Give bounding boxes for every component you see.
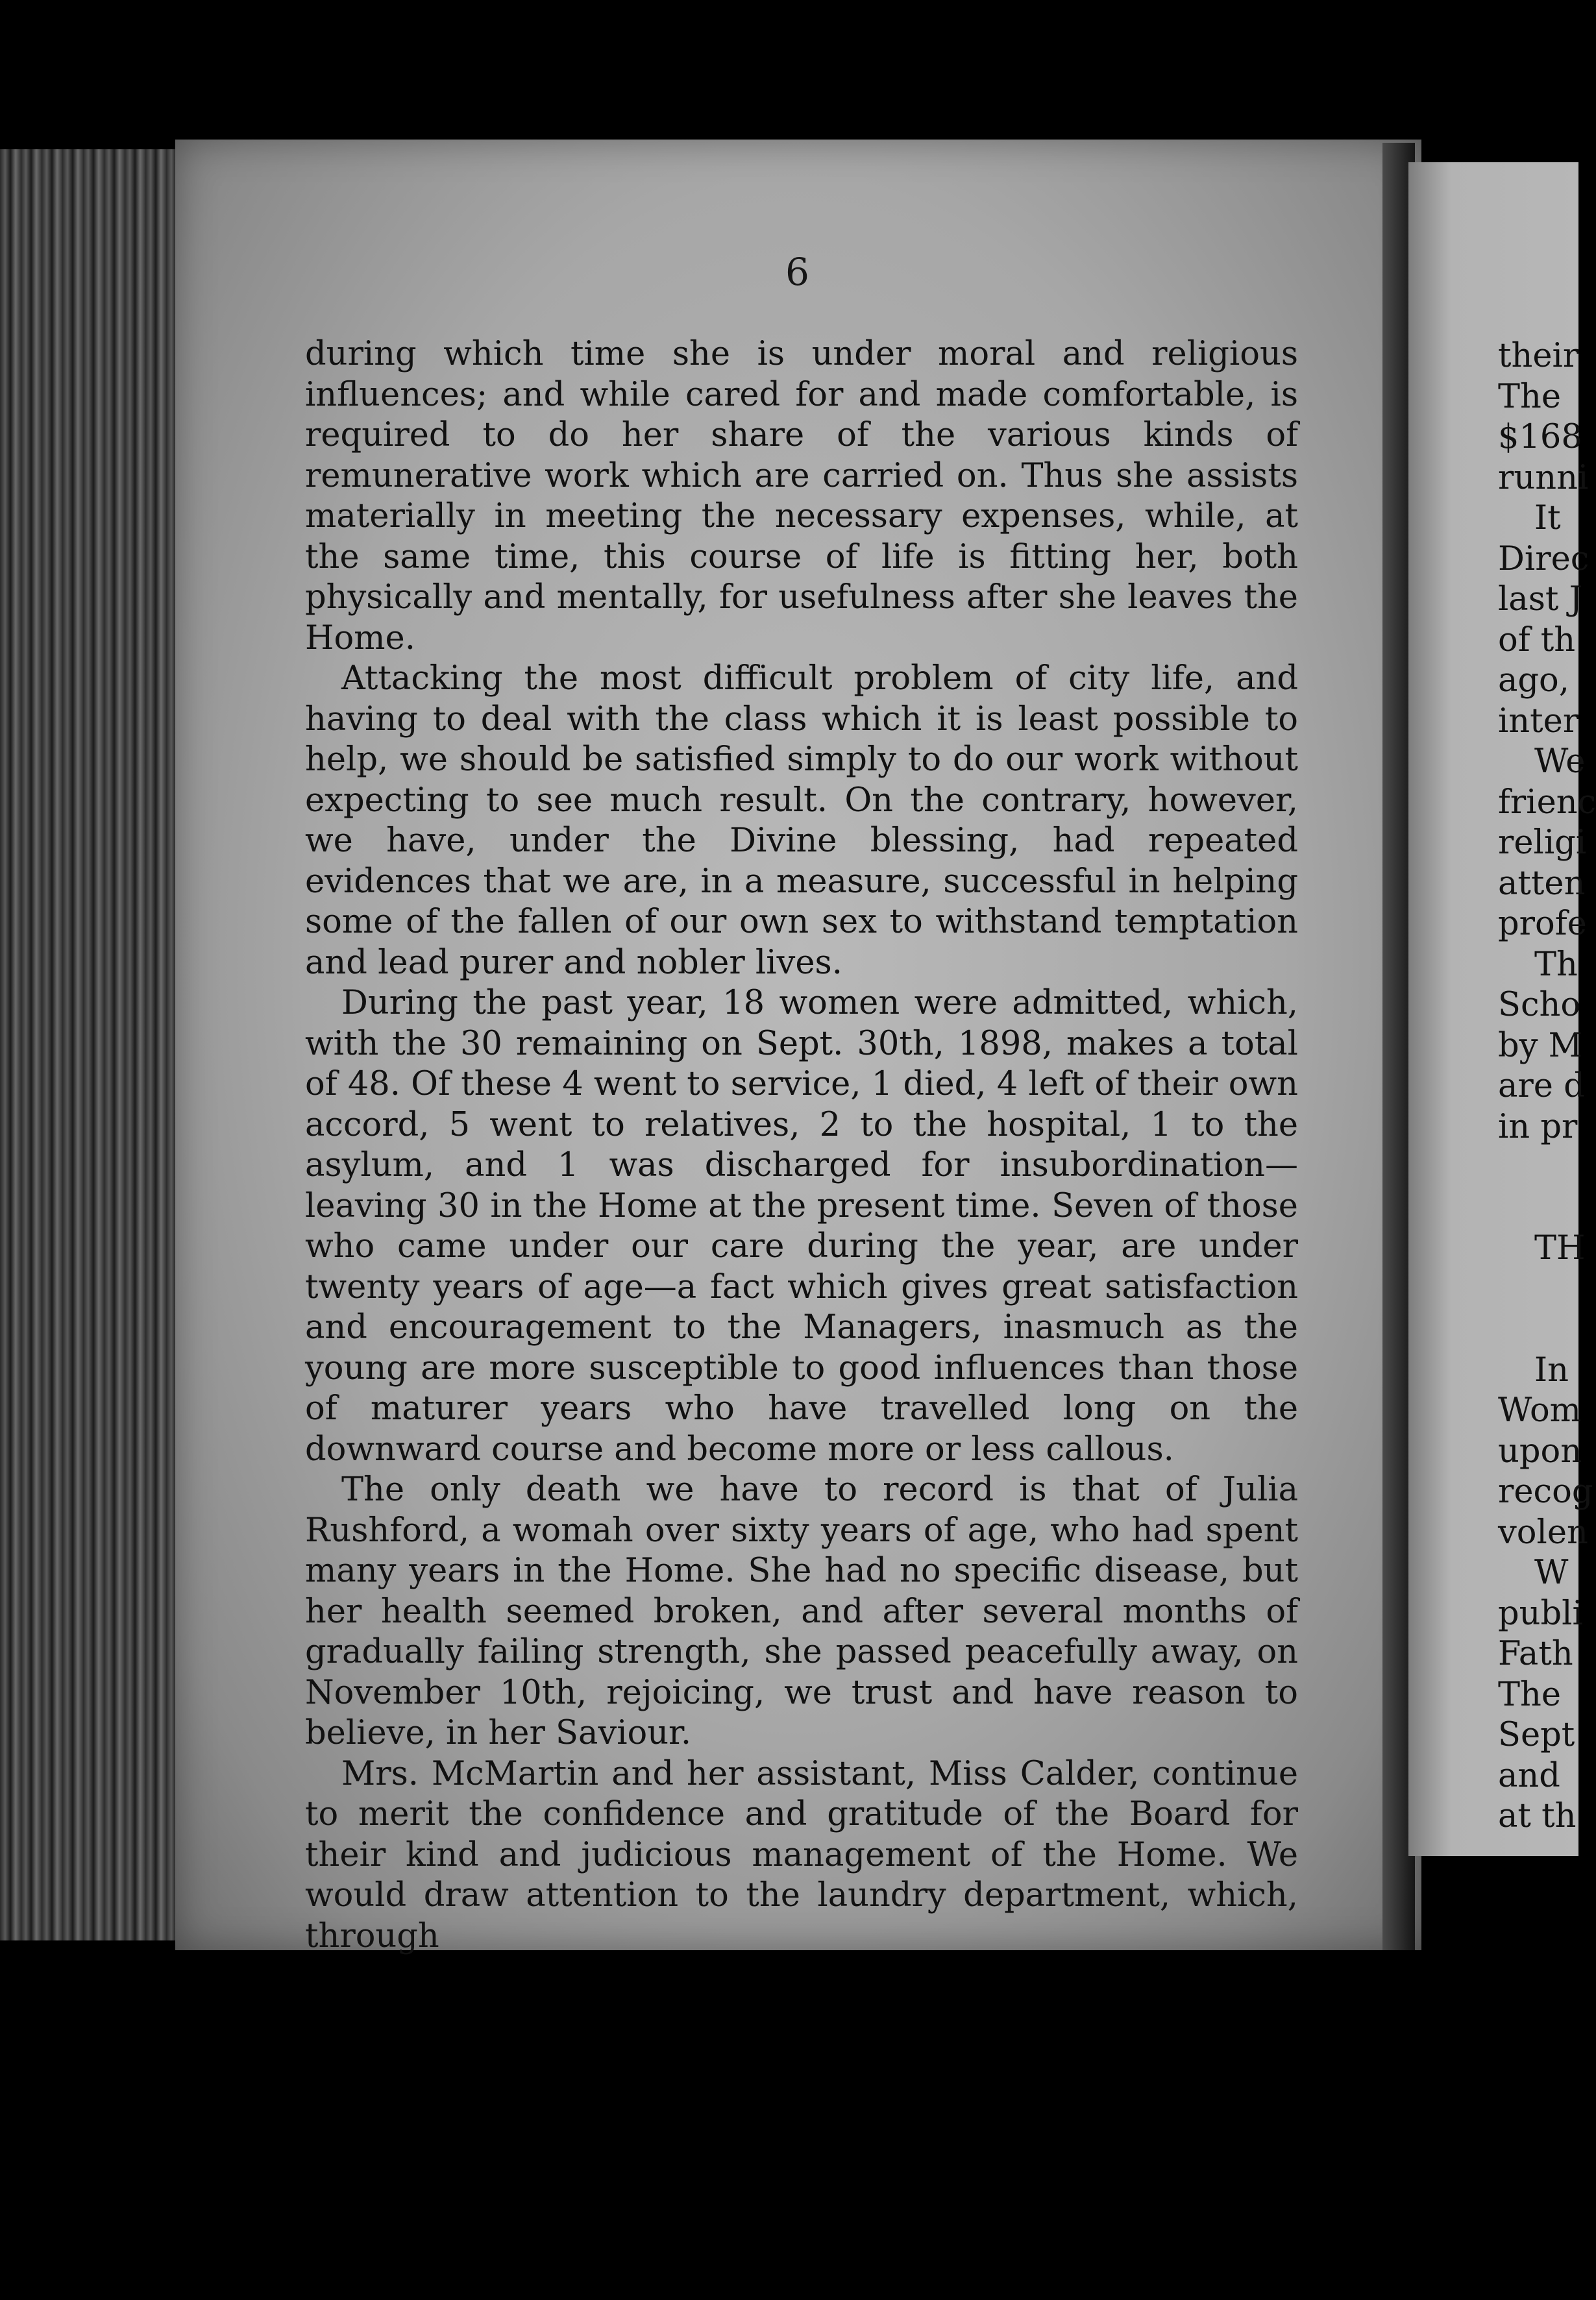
fragment-line: ago, — [1498, 661, 1569, 700]
fragment-line: Fath — [1498, 1635, 1573, 1673]
fragment-line: TH — [1534, 1229, 1586, 1267]
fragment-line — [1498, 1147, 1578, 1188]
fragment-line: recog — [1498, 1473, 1593, 1511]
fragment-line: atten — [1498, 864, 1586, 903]
fragment-line: of th — [1498, 620, 1576, 659]
fragment-line: We — [1534, 742, 1586, 781]
fragment-line: $168 — [1498, 418, 1582, 456]
fragment-line: religi — [1498, 824, 1587, 862]
fragment-line: Sept — [1498, 1716, 1575, 1754]
paragraph-3: During the past year, 18 women were admitted, which, with the 30 remaining on Sept. 30th, 1898, makes a total of 48. Of these 4 went to service, 1 died, 4 left of their own accord, 5 went to relatives, 2 to the hospital, 1 to the asylum, and 1 was discharged for insubordination—leaving 30 in the Home at the present time. Seven of those who came under our care during the year, are under twenty years of age—a fact which gives great satisfaction and encouragement to the Managers, inasmuch as the young are more susceptible to good influences than those of maturer years who have travelled long on the downward course and become more or less callous. — [305, 984, 1298, 1469]
fragment-line: profe — [1498, 905, 1587, 943]
fragment-line: Direc — [1498, 539, 1590, 578]
fragment-line: upon — [1498, 1432, 1582, 1471]
fragment-line: inter — [1498, 702, 1579, 740]
fragment-line — [1498, 1310, 1578, 1351]
fragment-line: The — [1498, 377, 1562, 416]
fragment-line: and — [1498, 1756, 1560, 1795]
fragment-line: runni — [1498, 458, 1589, 497]
fragment-line: W — [1534, 1554, 1569, 1592]
fragment-line: Wom — [1498, 1391, 1582, 1430]
fragment-line: last J — [1498, 580, 1583, 618]
fragment-line: frienc — [1498, 783, 1596, 822]
right-page-fragments — [1498, 336, 1596, 1837]
paragraph-1: during which time she is under moral and religious influences; and while cared for and made comfortable, is required to do her share of the various kinds of remunerative work which are carried on. Thus she assists materially in meeting the necessary expenses, while, at the same time, this course of life is fitting her, both physically and mentally, for usefulness after she leaves the Home. — [305, 335, 1298, 657]
fragment-line: at th — [1498, 1797, 1577, 1835]
fragment-line: Th — [1534, 945, 1578, 984]
paragraph-4: The only death we have to record is that of Julia Rushford, a womah over sixty years of age, who had spent many years in the Home. She had no specific disease, but her health seemed broken, and after several months of gradually failing strength, she passed peacefully away, on November 10th, rejoicing, we trust and have reason to believe, in her Saviour. — [305, 1471, 1298, 1752]
fragment-line: In — [1534, 1351, 1569, 1389]
paragraph-5: Mrs. McMartin and her assistant, Miss Calder, continue to merit the confidence and gratitude of the Board for their kind and judicious management of the Home. We would draw attention to the laundry department, which, through — [305, 1754, 1298, 1955]
fragment-line: publi — [1498, 1594, 1583, 1633]
paragraph-2: Attacking the most difficult problem of city life, and having to deal with the class which it is least possible to help, we should be satisfied simply to do our work without expecting to see much result. On the contrary, however, we have, under the Divine blessing, had repeated evidences that we are, in a measure, successful in helping some of the fallen of our own sex to withstand temptation and lead purer and nobler lives. — [305, 659, 1298, 982]
fragment-line: in pr — [1498, 1107, 1578, 1146]
book-spine-edge — [0, 149, 188, 1940]
fragment-line: by M — [1498, 1026, 1582, 1065]
fragment-line: Scho — [1498, 986, 1581, 1024]
fragment-line: their — [1498, 337, 1579, 375]
fragment-line — [1498, 1269, 1578, 1310]
fragment-line: volen — [1498, 1513, 1588, 1552]
page-body-text — [305, 334, 1298, 1957]
fragment-line: It — [1534, 499, 1561, 537]
fragment-line: are d — [1498, 1067, 1585, 1105]
page-number: 6 — [785, 250, 809, 294]
fragment-line: The — [1498, 1675, 1562, 1714]
fragment-line — [1498, 1188, 1578, 1229]
